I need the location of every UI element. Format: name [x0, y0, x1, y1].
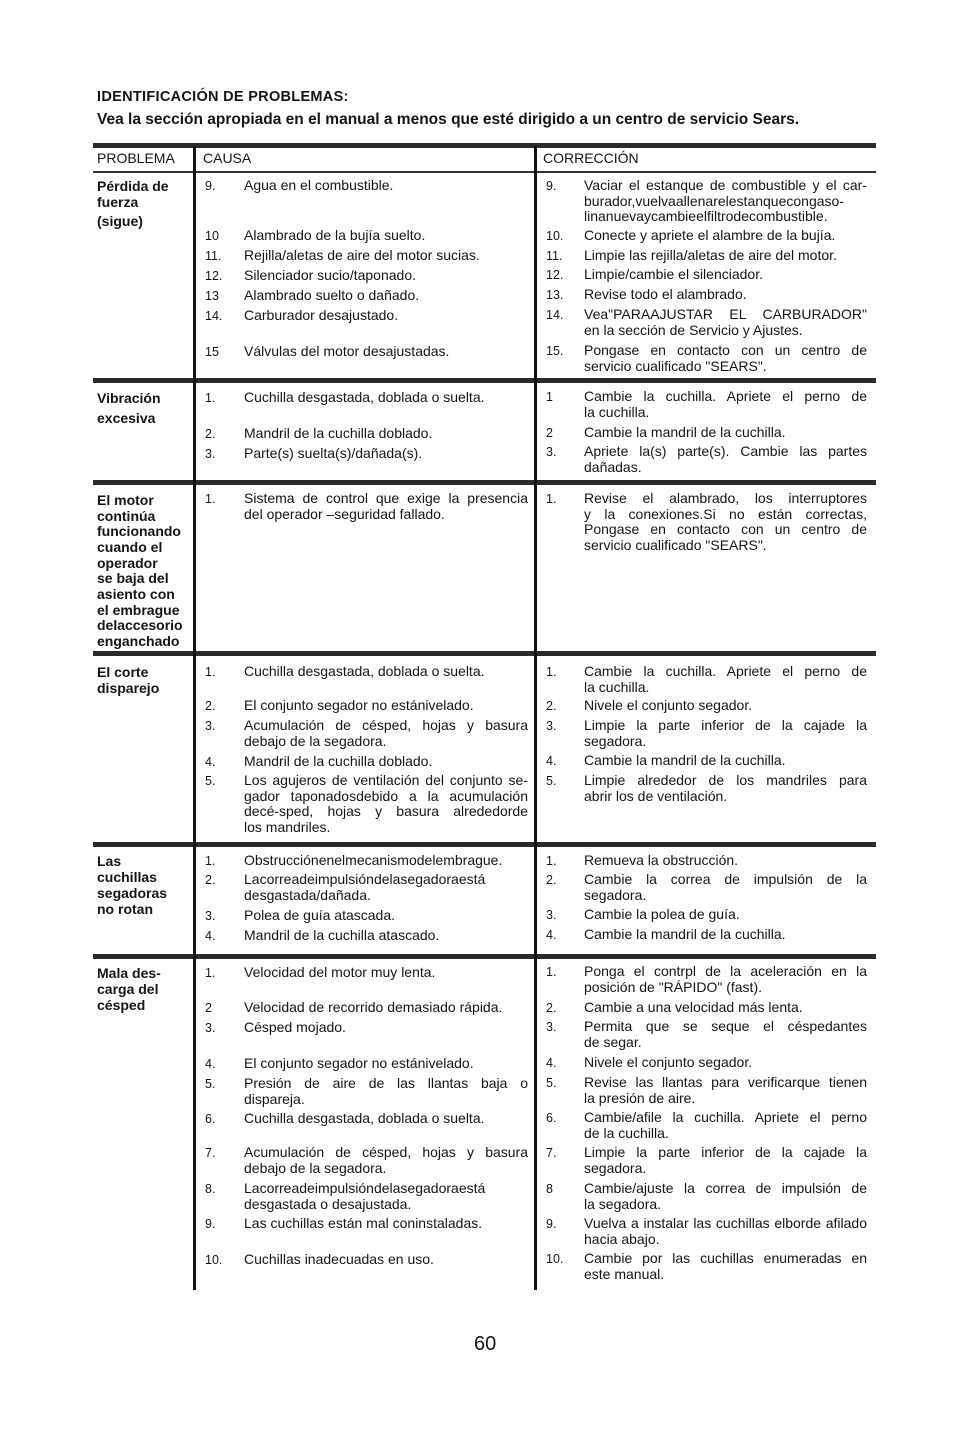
- header-correction: CORRECCIÓN: [543, 150, 639, 166]
- correction-number: 1.: [546, 965, 557, 979]
- correction-text: [584, 389, 867, 420]
- correction-number: 4.: [546, 754, 557, 768]
- correction-line: Cambie la polea de guía.: [584, 906, 740, 922]
- correction-line: segadora.: [584, 732, 647, 749]
- problem-line: fuerza: [97, 194, 139, 210]
- problem-line: cuando el: [97, 539, 163, 555]
- cause-number: 1.: [205, 391, 216, 405]
- problem-line: delaccesorio: [97, 617, 183, 633]
- correction-line: Ponga el contrpl de la aceleración en la: [584, 963, 867, 979]
- cause-line: Agua en el combustible.: [244, 177, 394, 193]
- correction-text: [584, 425, 867, 441]
- correction-text: [584, 927, 867, 943]
- cause-text: [244, 228, 528, 244]
- correction-line: Cambie la cuchilla. Apriete el perno de: [584, 663, 867, 679]
- cause-text: [244, 426, 528, 442]
- cause-line: desgastada/dañada.: [244, 886, 371, 903]
- cause-number: 1.: [205, 492, 216, 506]
- correction-text: [584, 964, 867, 995]
- correction-line: Cambie a una velocidad más lenta.: [584, 999, 803, 1015]
- correction-text: [584, 1181, 867, 1212]
- correction-line: Permita que se seque el céspedantes: [584, 1018, 867, 1034]
- section-subtitle: Vea la sección apropiada en el manual a menos que esté dirigido a un centro de servicio Sears.: [97, 111, 800, 128]
- page-number: 60: [474, 1333, 497, 1355]
- cause-line: Cuchilla desgastada, doblada o suelta.: [244, 1110, 485, 1126]
- cause-number: 6.: [205, 1112, 216, 1126]
- problem-line: El corte: [97, 664, 149, 680]
- correction-number: 9.: [546, 1217, 557, 1231]
- cause-number: 8.: [205, 1182, 216, 1196]
- correction-line: Cambie la mandril de la cuchilla.: [584, 926, 786, 942]
- correction-text: [584, 343, 867, 374]
- header-cause: CAUSA: [203, 150, 252, 166]
- correction-text: [584, 698, 867, 714]
- cause-number: 2.: [205, 873, 216, 887]
- cause-number: 1.: [205, 966, 216, 980]
- cause-text: [244, 754, 528, 770]
- cause-text: [244, 1111, 528, 1127]
- correction-line: linanuevaycambieelfiltrodecombustible.: [584, 208, 828, 225]
- problem-line: Mala des-: [97, 965, 161, 981]
- problem-line: Vibración: [97, 390, 161, 406]
- correction-number: 5.: [546, 774, 557, 788]
- cause-text: [244, 491, 528, 522]
- correction-line: hacia abajo.: [584, 1230, 660, 1247]
- cause-number: 5.: [205, 1077, 216, 1091]
- correction-line: Nivele el conjunto segador.: [584, 697, 753, 713]
- cause-text: [244, 718, 528, 749]
- cause-text: [244, 773, 528, 835]
- correction-line: Cambie/afile la cuchilla. Apriete el perno: [584, 1109, 867, 1125]
- correction-number: 2.: [546, 873, 557, 887]
- problem-line: operador: [97, 555, 158, 571]
- correction-line: Cambie la mandril de la cuchilla.: [584, 424, 786, 440]
- cause-text: [244, 853, 528, 869]
- column-divider: [193, 146, 196, 1290]
- table-top-rule: [93, 143, 876, 148]
- cause-line: dispareja.: [244, 1090, 305, 1107]
- correction-text: [584, 853, 867, 869]
- cause-line: Los agujeros de ventilación del conjunto se-: [244, 772, 528, 788]
- cause-number: 13: [205, 289, 219, 303]
- cause-number: 10.: [205, 1253, 223, 1267]
- header-problem: PROBLEMA: [97, 150, 175, 166]
- cause-line: Presión de aire de las llantas baja o: [244, 1075, 528, 1091]
- cause-line: Lacorreadeimpulsióndelasegadoraestá: [244, 1180, 486, 1196]
- correction-line: la cuchilla.: [584, 678, 650, 695]
- cause-number: 1.: [205, 665, 216, 679]
- correction-number: 4.: [546, 928, 557, 942]
- correction-text: [584, 267, 867, 283]
- cause-line: del operador –seguridad fallado.: [244, 505, 445, 522]
- correction-number: 15.: [546, 344, 564, 358]
- cause-text: [244, 908, 528, 924]
- cause-text: [244, 178, 528, 194]
- problem-line: césped: [97, 997, 146, 1013]
- section-title: IDENTIFICACIÓN DE PROBLEMAS:: [97, 89, 349, 105]
- correction-number: 1.: [546, 665, 557, 679]
- correction-text: [584, 1110, 867, 1141]
- cause-line: gador taponadosdebido a la acumulación: [244, 787, 528, 804]
- cause-line: Rejilla/aletas de aire del motor sucias.: [244, 247, 480, 263]
- correction-number: 2.: [546, 699, 557, 713]
- cause-line: Lacorreadeimpulsióndelasegadoraestá: [244, 871, 486, 887]
- cause-text: [244, 446, 528, 462]
- cause-line: Mandril de la cuchilla atascado.: [244, 927, 440, 943]
- problem-line: segadoras: [97, 885, 168, 901]
- cause-text: [244, 1181, 528, 1212]
- cause-line: Alambrado suelto o dañado.: [244, 287, 420, 303]
- cause-line: debajo de la segadora.: [244, 1159, 387, 1176]
- cause-number: 2.: [205, 427, 216, 441]
- correction-line: en la sección de Servicio y Ajustes.: [584, 321, 803, 338]
- cause-line: los mandriles.: [244, 818, 331, 835]
- cause-text: [244, 698, 528, 714]
- correction-text: [584, 1019, 867, 1050]
- correction-line: Limpie la parte inferior de la cajade la: [584, 717, 867, 733]
- correction-number: 10.: [546, 229, 564, 243]
- correction-line: Cambie la cuchilla. Apriete el perno de: [584, 388, 867, 404]
- correction-line: Limpie alrededor de los mandriles para: [584, 772, 867, 788]
- correction-number: 7.: [546, 1146, 557, 1160]
- cause-number: 4.: [205, 929, 216, 943]
- cause-line: Carburador desajustado.: [244, 307, 399, 323]
- cause-number: 2: [205, 1001, 212, 1015]
- correction-line: Remueva la obstrucción.: [584, 852, 739, 868]
- cause-line: El conjunto segador no estánivelado.: [244, 1055, 474, 1071]
- problem-line: Las: [97, 853, 122, 869]
- cause-number: 11.: [205, 249, 222, 263]
- correction-line: de segar.: [584, 1033, 642, 1050]
- cause-line: Velocidad del motor muy lenta.: [244, 964, 436, 980]
- cause-line: debajo de la segadora.: [244, 732, 387, 749]
- correction-number: 14.: [546, 308, 564, 322]
- cause-line: Acumulación de césped, hojas y basura: [244, 717, 528, 733]
- cause-number: 15: [205, 345, 219, 359]
- cause-number: 7.: [205, 1146, 216, 1160]
- cause-line: Velocidad de recorrido demasiado rápida.: [244, 999, 503, 1015]
- correction-number: 13.: [546, 288, 564, 302]
- correction-line: Vuelva a instalar las cuchillas elborde afilado: [584, 1215, 867, 1231]
- cause-text: [244, 288, 528, 304]
- correction-text: [584, 872, 867, 903]
- cause-number: 9.: [205, 179, 216, 193]
- correction-line: la presión de aire.: [584, 1089, 696, 1106]
- problem-line: enganchado: [97, 633, 180, 649]
- correction-line: segadora.: [584, 1159, 647, 1176]
- correction-text: [584, 1251, 867, 1282]
- correction-line: Revise las llantas para verificarque tienen: [584, 1074, 867, 1090]
- correction-text: [584, 248, 867, 264]
- correction-line: Apriete la(s) parte(s). Cambie las partes: [584, 443, 867, 459]
- cause-line: Las cuchillas están mal coninstaladas.: [244, 1215, 483, 1231]
- cause-text: [244, 308, 528, 324]
- correction-line: Revise el alambrado, los interruptores: [584, 490, 867, 506]
- correction-line: de la cuchilla.: [584, 1124, 669, 1141]
- cause-number: 4.: [205, 1057, 216, 1071]
- correction-text: [584, 718, 867, 749]
- correction-text: [584, 1000, 867, 1016]
- correction-line: la segadora.: [584, 1195, 662, 1212]
- cause-number: 2.: [205, 699, 216, 713]
- correction-text: [584, 664, 867, 695]
- correction-text: [584, 1145, 867, 1176]
- problem-line: El motor: [97, 492, 154, 508]
- correction-line: este manual.: [584, 1265, 665, 1282]
- correction-line: Cambie la correa de impulsión de la: [584, 871, 867, 887]
- correction-line: servicio cualificado "SEARS".: [584, 536, 767, 553]
- cause-text: [244, 1056, 528, 1072]
- problem-line: (sigue): [97, 213, 143, 229]
- cause-number: 10: [205, 229, 219, 243]
- row-divider: [93, 954, 876, 959]
- correction-text: [584, 228, 867, 244]
- row-divider: [93, 842, 876, 847]
- correction-line: y la conexiones.Si no están correctas,: [584, 505, 867, 522]
- problem-line: cuchillas: [97, 869, 157, 885]
- correction-number: 5.: [546, 1076, 557, 1090]
- cause-line: Cuchillas inadecuadas en uso.: [244, 1251, 434, 1267]
- row-divider: [93, 378, 876, 383]
- problem-line: excesiva: [97, 410, 156, 426]
- correction-line: Pongase en contacto con un centro de: [584, 521, 867, 538]
- cause-line: Sistema de control que exige la presencia: [244, 490, 528, 506]
- cause-number: 12.: [205, 269, 223, 283]
- cause-line: Silenciador sucio/taponado.: [244, 267, 417, 283]
- correction-number: 4.: [546, 1056, 557, 1070]
- correction-line: dañadas.: [584, 458, 642, 475]
- problem-line: carga del: [97, 981, 159, 997]
- cause-number: 14.: [205, 309, 223, 323]
- correction-number: 2: [546, 426, 553, 440]
- cause-text: [244, 872, 528, 903]
- cause-number: 3.: [205, 1021, 216, 1035]
- correction-line: Conecte y apriete el alambre de la bujía.: [584, 227, 836, 243]
- cause-line: Mandril de la cuchilla doblado.: [244, 753, 433, 769]
- correction-line: posición de "RÁPIDO" (fast).: [584, 978, 763, 995]
- correction-number: 12.: [546, 268, 564, 282]
- cause-line: Válvulas del motor desajustadas.: [244, 343, 450, 359]
- cause-text: [244, 664, 528, 680]
- problem-line: funcionando: [97, 523, 181, 539]
- correction-number: 3.: [546, 719, 557, 733]
- correction-number: 8: [546, 1182, 553, 1196]
- correction-line: Revise todo el alambrado.: [584, 286, 747, 302]
- correction-line: burador,vuelvaallenarelestanquecongaso-: [584, 192, 844, 209]
- correction-number: 1.: [546, 492, 557, 506]
- cause-text: [244, 1076, 528, 1107]
- correction-line: segadora.: [584, 886, 647, 903]
- correction-line: Vaciar el estanque de combustible y el car-: [584, 177, 867, 193]
- correction-line: Vea"PARAAJUSTAR EL CARBURADOR": [584, 306, 867, 322]
- row-divider: [93, 480, 876, 485]
- correction-line: Limpie/cambie el silenciador.: [584, 266, 763, 282]
- correction-number: 1.: [546, 854, 557, 868]
- correction-line: Nivele el conjunto segador.: [584, 1054, 753, 1070]
- correction-number: 10.: [546, 1252, 564, 1266]
- problem-line: asiento con: [97, 586, 175, 602]
- cause-line: Parte(s) suelta(s)/dañada(s).: [244, 445, 423, 461]
- correction-text: [584, 1216, 867, 1247]
- cause-text: [244, 344, 528, 360]
- correction-text: [584, 491, 867, 553]
- cause-number: 4.: [205, 755, 216, 769]
- problem-line: el embrague: [97, 602, 180, 618]
- correction-number: 11.: [546, 249, 563, 263]
- correction-line: Pongase en contacto con un centro de: [584, 342, 867, 358]
- row-divider: [93, 651, 876, 656]
- cause-line: Acumulación de césped, hojas y basura: [244, 1144, 528, 1160]
- cause-text: [244, 1145, 528, 1176]
- cause-text: [244, 1000, 528, 1016]
- cause-line: Cuchilla desgastada, doblada o suelta.: [244, 389, 485, 405]
- problem-line: Pérdida de: [97, 178, 169, 194]
- cause-line: Polea de guía atascada.: [244, 907, 396, 923]
- cause-text: [244, 928, 528, 944]
- correction-line: Cambie la mandril de la cuchilla.: [584, 752, 786, 768]
- correction-number: 3.: [546, 1020, 557, 1034]
- cause-number: 3.: [205, 909, 216, 923]
- cause-text: [244, 1020, 528, 1036]
- cause-text: [244, 1252, 528, 1268]
- cause-text: [244, 1216, 528, 1232]
- header-rule: [93, 171, 876, 173]
- correction-text: [584, 444, 867, 475]
- cause-number: 3.: [205, 719, 216, 733]
- cause-number: 3.: [205, 447, 216, 461]
- cause-line: Césped mojado.: [244, 1019, 346, 1035]
- correction-number: 3.: [546, 445, 557, 459]
- correction-number: 9.: [546, 179, 557, 193]
- correction-number: 1: [546, 390, 553, 404]
- problem-line: continúa: [97, 508, 156, 524]
- correction-line: Cambie por las cuchillas enumeradas en: [584, 1250, 867, 1266]
- cause-text: [244, 965, 528, 981]
- cause-line: Obstrucciónenelmecanismodelembrague.: [244, 852, 503, 868]
- correction-text: [584, 773, 867, 804]
- correction-text: [584, 1055, 867, 1071]
- cause-number: 9.: [205, 1217, 216, 1231]
- correction-number: 3.: [546, 908, 557, 922]
- correction-line: servicio cualificado "SEARS".: [584, 357, 767, 374]
- cause-number: 1.: [205, 854, 216, 868]
- correction-line: Cambie/ajuste la correa de impulsión de: [584, 1180, 867, 1196]
- correction-text: [584, 287, 867, 303]
- correction-line: Limpie la parte inferior de la cajade la: [584, 1144, 867, 1160]
- correction-text: [584, 178, 867, 225]
- problem-line: no rotan: [97, 901, 153, 917]
- correction-line: la cuchilla.: [584, 403, 650, 420]
- cause-number: 5.: [205, 774, 216, 788]
- correction-text: [584, 1075, 867, 1106]
- cause-line: El conjunto segador no estánivelado.: [244, 697, 474, 713]
- cause-text: [244, 390, 528, 406]
- cause-text: [244, 268, 528, 284]
- correction-number: 2.: [546, 1001, 557, 1015]
- correction-text: [584, 307, 867, 338]
- cause-line: decé-sped, hojas y basura alrededorde: [244, 803, 528, 820]
- cause-line: Cuchilla desgastada, doblada o suelta.: [244, 663, 485, 679]
- correction-text: [584, 907, 867, 923]
- correction-line: Limpie las rejilla/aletas de aire del motor.: [584, 247, 837, 263]
- cause-line: Mandril de la cuchilla doblado.: [244, 425, 433, 441]
- correction-text: [584, 753, 867, 769]
- problem-line: disparejo: [97, 680, 160, 696]
- cause-line: Alambrado de la bujía suelto.: [244, 227, 426, 243]
- cause-line: desgastada o desajustada.: [244, 1195, 412, 1212]
- cause-text: [244, 248, 528, 264]
- column-divider: [534, 146, 537, 1290]
- problem-line: se baja del: [97, 570, 169, 586]
- correction-line: abrir los de ventilación.: [584, 787, 728, 804]
- correction-number: 6.: [546, 1111, 557, 1125]
